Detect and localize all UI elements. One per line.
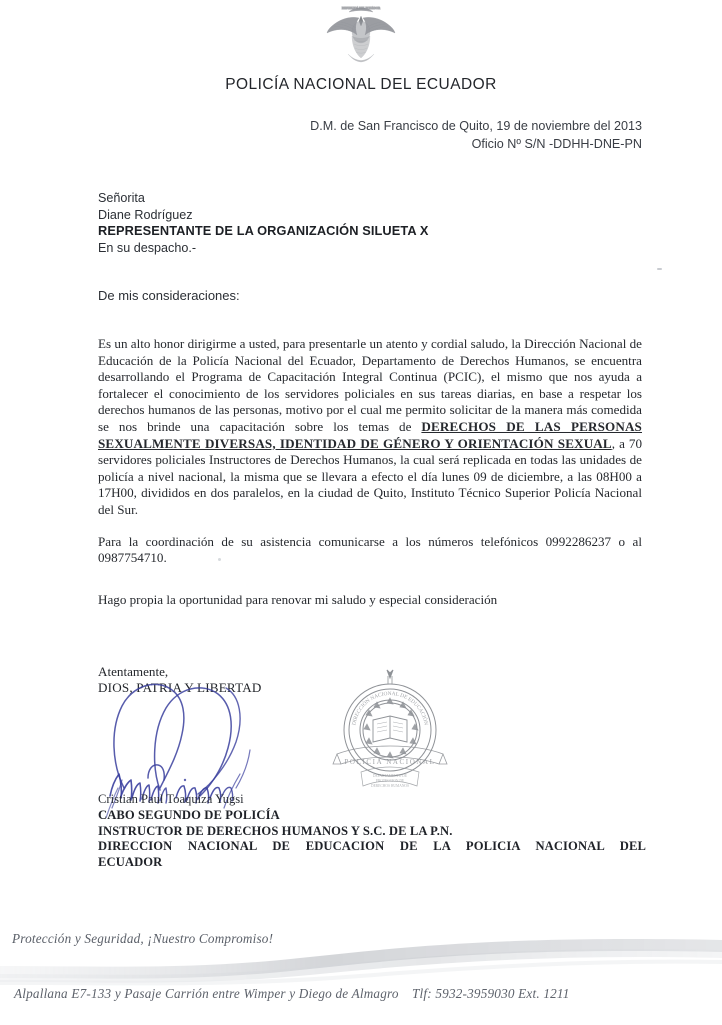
official-seal-stamp-icon [325, 668, 455, 804]
signer-rank: CABO SEGUNDO DE POLICÍA [98, 808, 280, 822]
signer-titles [98, 808, 646, 870]
document-number: Oficio Nº S/N -DDHH-DNE-PN [471, 137, 642, 151]
footer-address: Alpallana E7-133 y Pasaje Carrión entre Wimper y Diego de Almagro [14, 986, 399, 1001]
svg-text:DIRECCIÓN NACIONAL DE EDUCACIÓ: DIRECCIÓN NACIONAL DE EDUCACIÓN [351, 690, 429, 726]
signer-department-line-2: ECUADOR [98, 854, 163, 869]
recipient-name: Diane Rodríguez [98, 207, 193, 222]
footer-phone: Tlf: 5932-3959030 Ext. 1211 [412, 986, 570, 1001]
letter-body [98, 336, 642, 567]
footer-slogan: Protección y Seguridad, ¡Nuestro Compromiso! [12, 931, 274, 946]
body-paragraph-1-intro: Es un alto honor dirigirme a usted, para presentarle un atento y cordial saludo, la Dirección Nacional de Educación de la Policía Nacional del Ecuador, Departamento de Derechos Humanos, se encuentra desarrollando el Programa de Capacitación Integral Continua (PCIC), el mismo que nos ayuda a fortalecer el conocimiento de los servidores policiales en sus tareas diarias, en base a respetar los derechos humanos de las personas, motivo por el cual me permito solicitar de la manera más comedida se nos brinde una capacitación sobre los temas de [98, 336, 642, 434]
recipient-position: REPRESENTANTE DE LA ORGANIZACIÓN SILUETA X [98, 223, 429, 238]
coat-of-arms-icon [0, 2, 722, 64]
recipient-honorific: Señorita [98, 191, 145, 205]
closing-line: Hago propia la oportunidad para renovar mi saludo y especial consideración [98, 592, 498, 607]
reference-block [310, 117, 642, 153]
body-paragraph-1-rest: , a 70 servidores policiales Instructores de Derechos Humanos, la cual será replicada en todas las unidades de policía a nivel nacional, la misma que se llevara a efecto el día lunes 09 de diciembre, a las 08H00 a 17H00, divididos en dos paralelos, en la ciudad de Quito, Instituto Técnico Superior Policía Nacional del Sur. [98, 435, 642, 517]
organization-title: POLICÍA NACIONAL DEL ECUADOR [225, 76, 497, 93]
body-paragraph-1 [98, 336, 642, 519]
signer-department-line-1: DIRECCION NACIONAL DE EDUCACION DE LA POLICIA NACIONAL DEL [98, 839, 646, 854]
salutation: De mis consideraciones: [98, 288, 240, 303]
signer-role: INSTRUCTOR DE DERECHOS HUMANOS Y S.C. DE LA P.N. [98, 823, 453, 838]
svg-text:DEPARTAMENTO DE: DEPARTAMENTO DE [372, 774, 408, 778]
training-topic-emphasis: DERECHOS DE LAS PERSONAS SEXUALMENTE DIVERSAS, IDENTIDAD DE GÉNERO Y ORIENTACIÓN SEXUAL [98, 418, 642, 451]
recipient-block [98, 190, 429, 256]
sign-off-block [98, 664, 262, 696]
svg-text:PROTECCION DE: PROTECCION DE [375, 779, 405, 783]
valediction: Atentamente, [98, 664, 169, 679]
body-paragraph-2: Para la coordinación de su asistencia comunicarse a los números telefónicos 0992286237 o al 0987754710. [98, 533, 642, 566]
recipient-delivery: En su despacho.- [98, 240, 197, 255]
svg-text:POLICIA NACIONAL: POLICIA NACIONAL [344, 758, 436, 766]
place-date: D.M. de San Francisco de Quito, 19 de noviembre del 2013 [310, 119, 642, 133]
svg-text:REPUBLICA DEL ECUADOR: REPUBLICA DEL ECUADOR [341, 6, 381, 10]
motto: DIOS, PATRIA Y LIBERTAD [98, 680, 262, 695]
signer-name: Cristian Paul Toaquiza Yugsi [98, 792, 244, 806]
scan-artifact [218, 558, 221, 561]
scan-artifact [657, 268, 662, 270]
svg-text:DERECHOS HUMANOS: DERECHOS HUMANOS [370, 784, 410, 788]
